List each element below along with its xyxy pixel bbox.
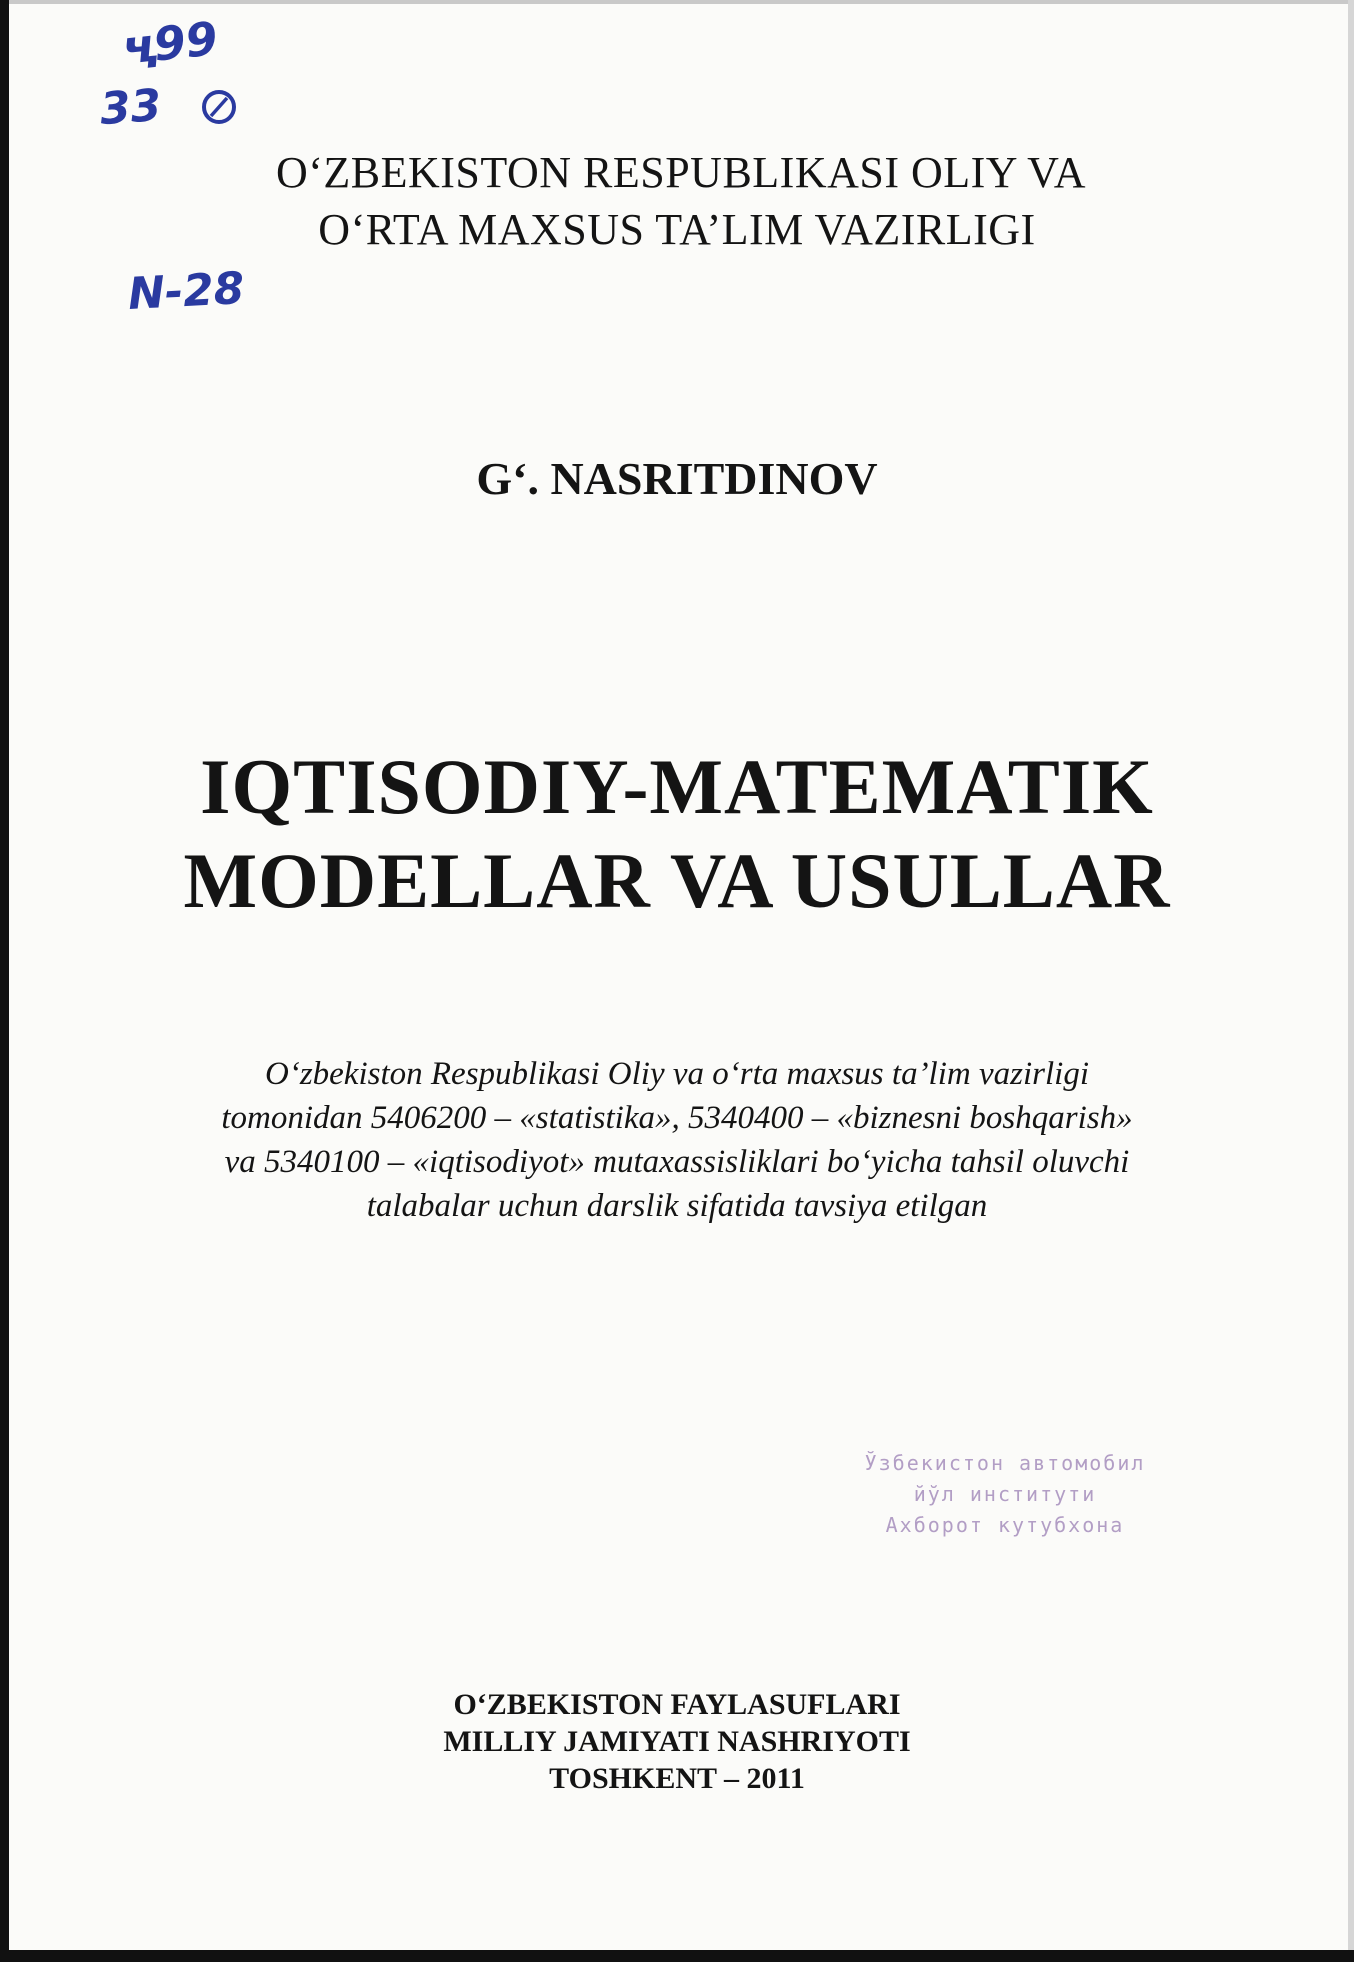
book-title-line-1: IQTISODIY-MATEMATIK <box>200 743 1154 830</box>
recommendation-line-2: tomonidan 5406200 – «statistika», 5340400 – «biznesni boshqarish» <box>221 1100 1133 1136</box>
library-stamp-line-2: йўл институти <box>913 1482 1097 1506</box>
recommendation-line-1: O‘zbekiston Respublikasi Oliy va o‘rta maxsus ta’lim vazirligi <box>265 1056 1089 1092</box>
publisher-line-1: O‘ZBEKISTON FAYLASUFLARI <box>453 1688 901 1721</box>
handwritten-inventory-mark: N-28 <box>126 262 246 321</box>
library-stamp <box>860 1448 1150 1541</box>
library-stamp-line-1: Ўзбекистон автомобил <box>864 1451 1146 1475</box>
ministry-heading <box>0 144 1354 258</box>
book-title <box>0 740 1354 928</box>
handwritten-circle-mark-icon <box>200 88 238 126</box>
publisher-city-year: TOSHKENT – 2011 <box>549 1762 805 1795</box>
scan-edge-bottom <box>0 1950 1354 1962</box>
handwritten-code-top: ҷ99 <box>119 11 221 75</box>
author-name: G‘. NASRITDINOV <box>476 453 878 504</box>
publisher-imprint <box>0 1686 1354 1797</box>
book-title-line-2: MODELLAR VA USULLAR <box>183 837 1171 924</box>
recommendation-line-3: va 5340100 – «iqtisodiyot» mutaxassisliklari bo‘yicha tahsil oluvchi <box>224 1144 1130 1180</box>
recommendation-note <box>60 1052 1294 1228</box>
scan-edge-right <box>1348 0 1354 1962</box>
ministry-line-1: O‘ZBEKISTON RESPUBLIKASI OLIY VA <box>275 148 1087 197</box>
publisher-line-2: MILLIY JAMIYATI NASHRIYOTI <box>443 1725 911 1758</box>
ministry-line-2: O‘RTA MAXSUS TA’LIM VAZIRLIGI <box>318 205 1036 254</box>
scan-edge-left <box>0 0 9 1962</box>
recommendation-line-4: talabalar uchun darslik sifatida tavsiya etilgan <box>366 1188 988 1224</box>
library-stamp-line-3: Ахборот кутубхона <box>885 1513 1125 1537</box>
scan-edge-top <box>0 0 1354 4</box>
handwritten-code-second: 33 <box>98 79 163 136</box>
